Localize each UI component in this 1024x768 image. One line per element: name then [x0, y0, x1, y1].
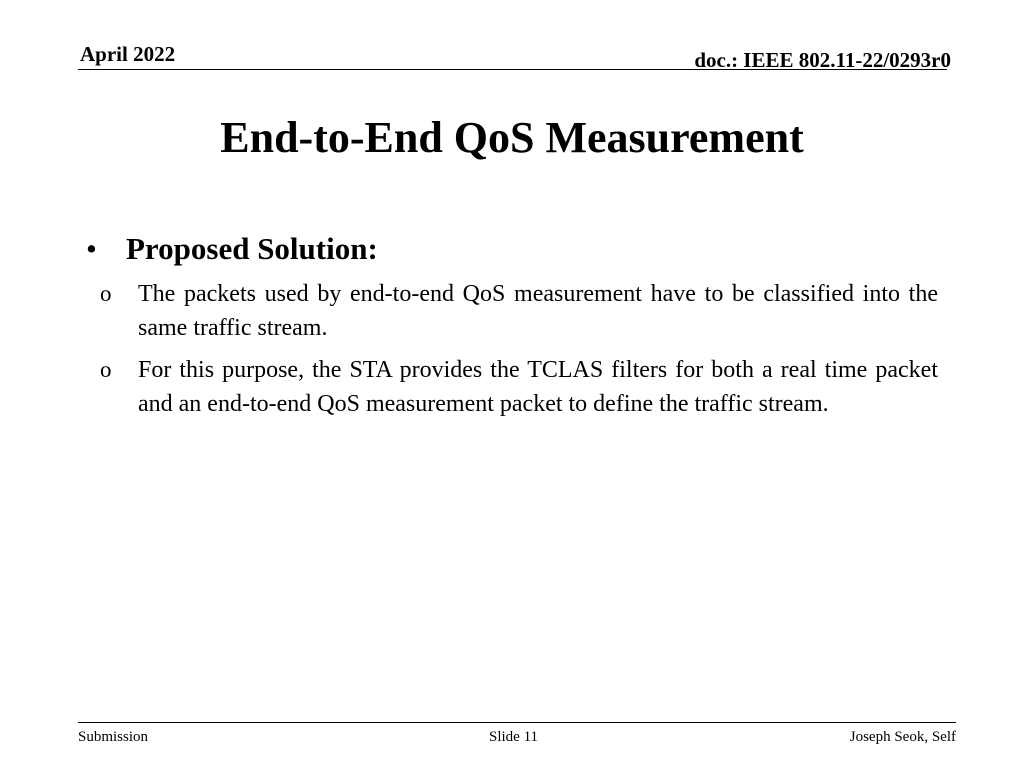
- header-doc-id: doc.: IEEE 802.11-22/0293r0: [694, 48, 951, 72]
- footer-slide-number: Slide 11: [489, 729, 539, 745]
- bullet-heading: Proposed Solution:: [126, 231, 378, 266]
- sub-bullet-text: The packets used by end-to-end QoS measurement have to be classified into the same traffic stream.: [138, 281, 938, 341]
- sub-bullet-item: [100, 353, 938, 421]
- slide-title: End-to-End QoS Measurement: [220, 113, 804, 162]
- header-date: April 2022: [80, 42, 176, 66]
- footer-author: Joseph Seok, Self: [849, 729, 956, 745]
- sub-bullet-item: [100, 277, 938, 345]
- bullet-marker: •: [86, 231, 97, 266]
- footer-divider: [78, 722, 956, 723]
- sub-bullet-marker: o: [100, 357, 112, 382]
- sub-bullet-marker: o: [100, 281, 112, 306]
- slide-body: [86, 229, 938, 421]
- sub-bullet-text: For this purpose, the STA provides the TCLAS filters for both a real time packet and an end-to-end QoS measurement packet to define the traffic stream.: [138, 357, 938, 417]
- footer-submission: Submission: [78, 729, 149, 745]
- bullet-item: [86, 229, 938, 269]
- header-divider: [78, 69, 947, 70]
